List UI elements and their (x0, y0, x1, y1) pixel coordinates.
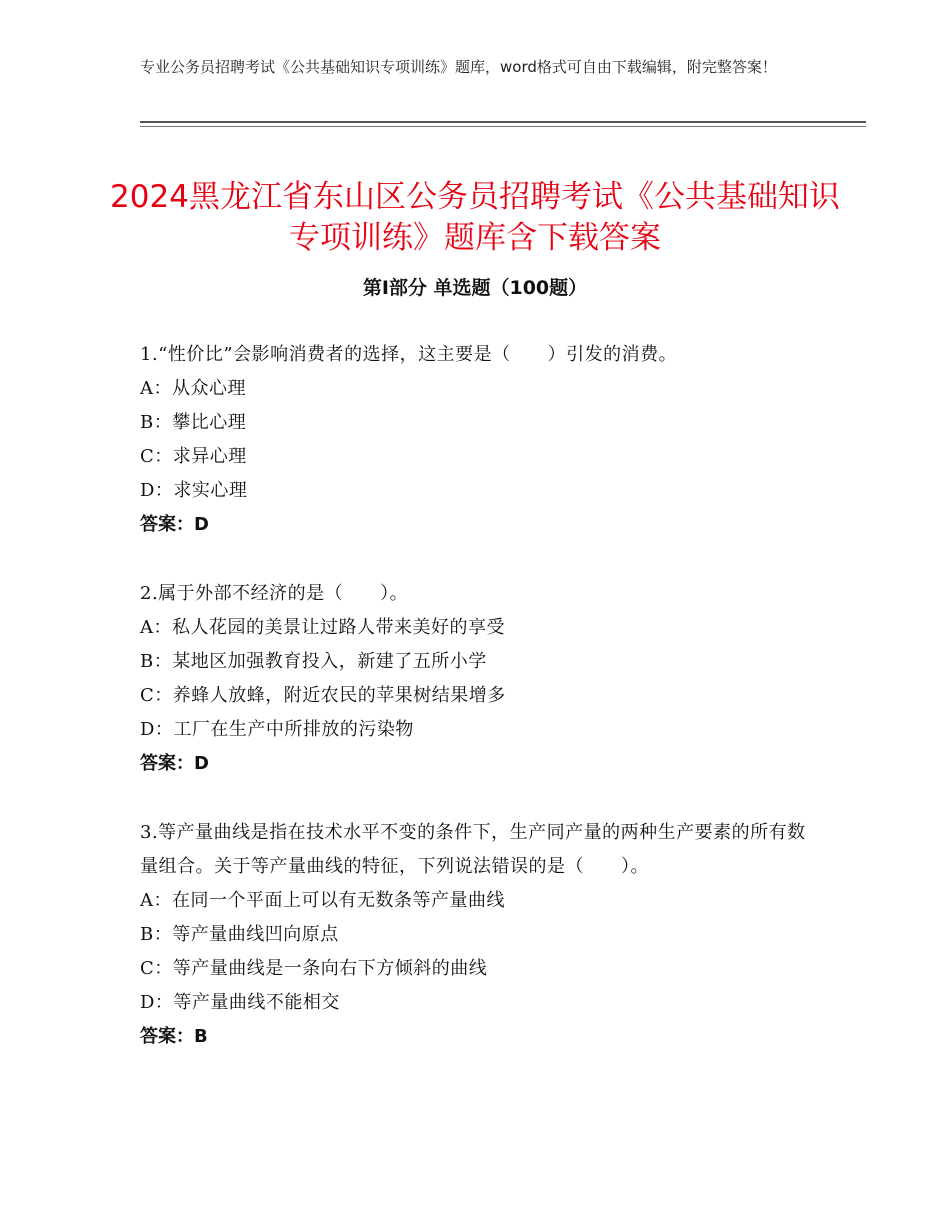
header-note: 专业公务员招聘考试《公共基础知识专项训练》题库，word格式可自由下载编辑，附完整答案！ (140, 58, 777, 76)
question-stem: 3.等产量曲线是指在技术水平不变的条件下，生产同产量的两种生产要素的所有数量组合。关于等产量曲线的特征，下列说法错误的是（ ）。 (140, 822, 806, 877)
option-a: A：私人花园的美景让过路人带来美好的享受 (140, 617, 505, 638)
header-divider-thick (140, 121, 866, 123)
option-c: C：求异心理 (140, 446, 247, 467)
section-heading: 第Ⅰ部分 单选题（100题） (362, 277, 588, 299)
answer-line: 答案：D (140, 514, 209, 535)
option-d: D：等产量曲线不能相交 (140, 992, 340, 1013)
answer-line: 答案：B (140, 1026, 208, 1047)
header-divider-thin (140, 126, 866, 127)
option-a: A：从众心理 (140, 378, 246, 399)
option-b: B：攀比心理 (140, 412, 247, 433)
document-title: 2024黑龙江省东山区公务员招聘考试《公共基础知识专项训练》题库含下载答案 (110, 178, 840, 256)
option-d: D：求实心理 (140, 480, 248, 501)
option-b: B：某地区加强教育投入，新建了五所小学 (140, 651, 487, 672)
option-b: B：等产量曲线凹向原点 (140, 924, 339, 945)
question-stem: 1.“性价比”会影响消费者的选择，这主要是（ ）引发的消费。 (140, 344, 678, 365)
option-c: C：养蜂人放蜂，附近农民的苹果树结果增多 (140, 685, 506, 706)
answer-line: 答案：D (140, 753, 209, 774)
option-d: D：工厂在生产中所排放的污染物 (140, 719, 414, 740)
option-a: A：在同一个平面上可以有无数条等产量曲线 (140, 890, 505, 911)
option-c: C：等产量曲线是一条向右下方倾斜的曲线 (140, 958, 488, 979)
question-list (140, 338, 810, 1089)
question-1 (140, 338, 810, 542)
question-2 (140, 577, 810, 781)
question-3 (140, 816, 810, 1054)
question-stem: 2.属于外部不经济的是（ ）。 (140, 583, 409, 604)
